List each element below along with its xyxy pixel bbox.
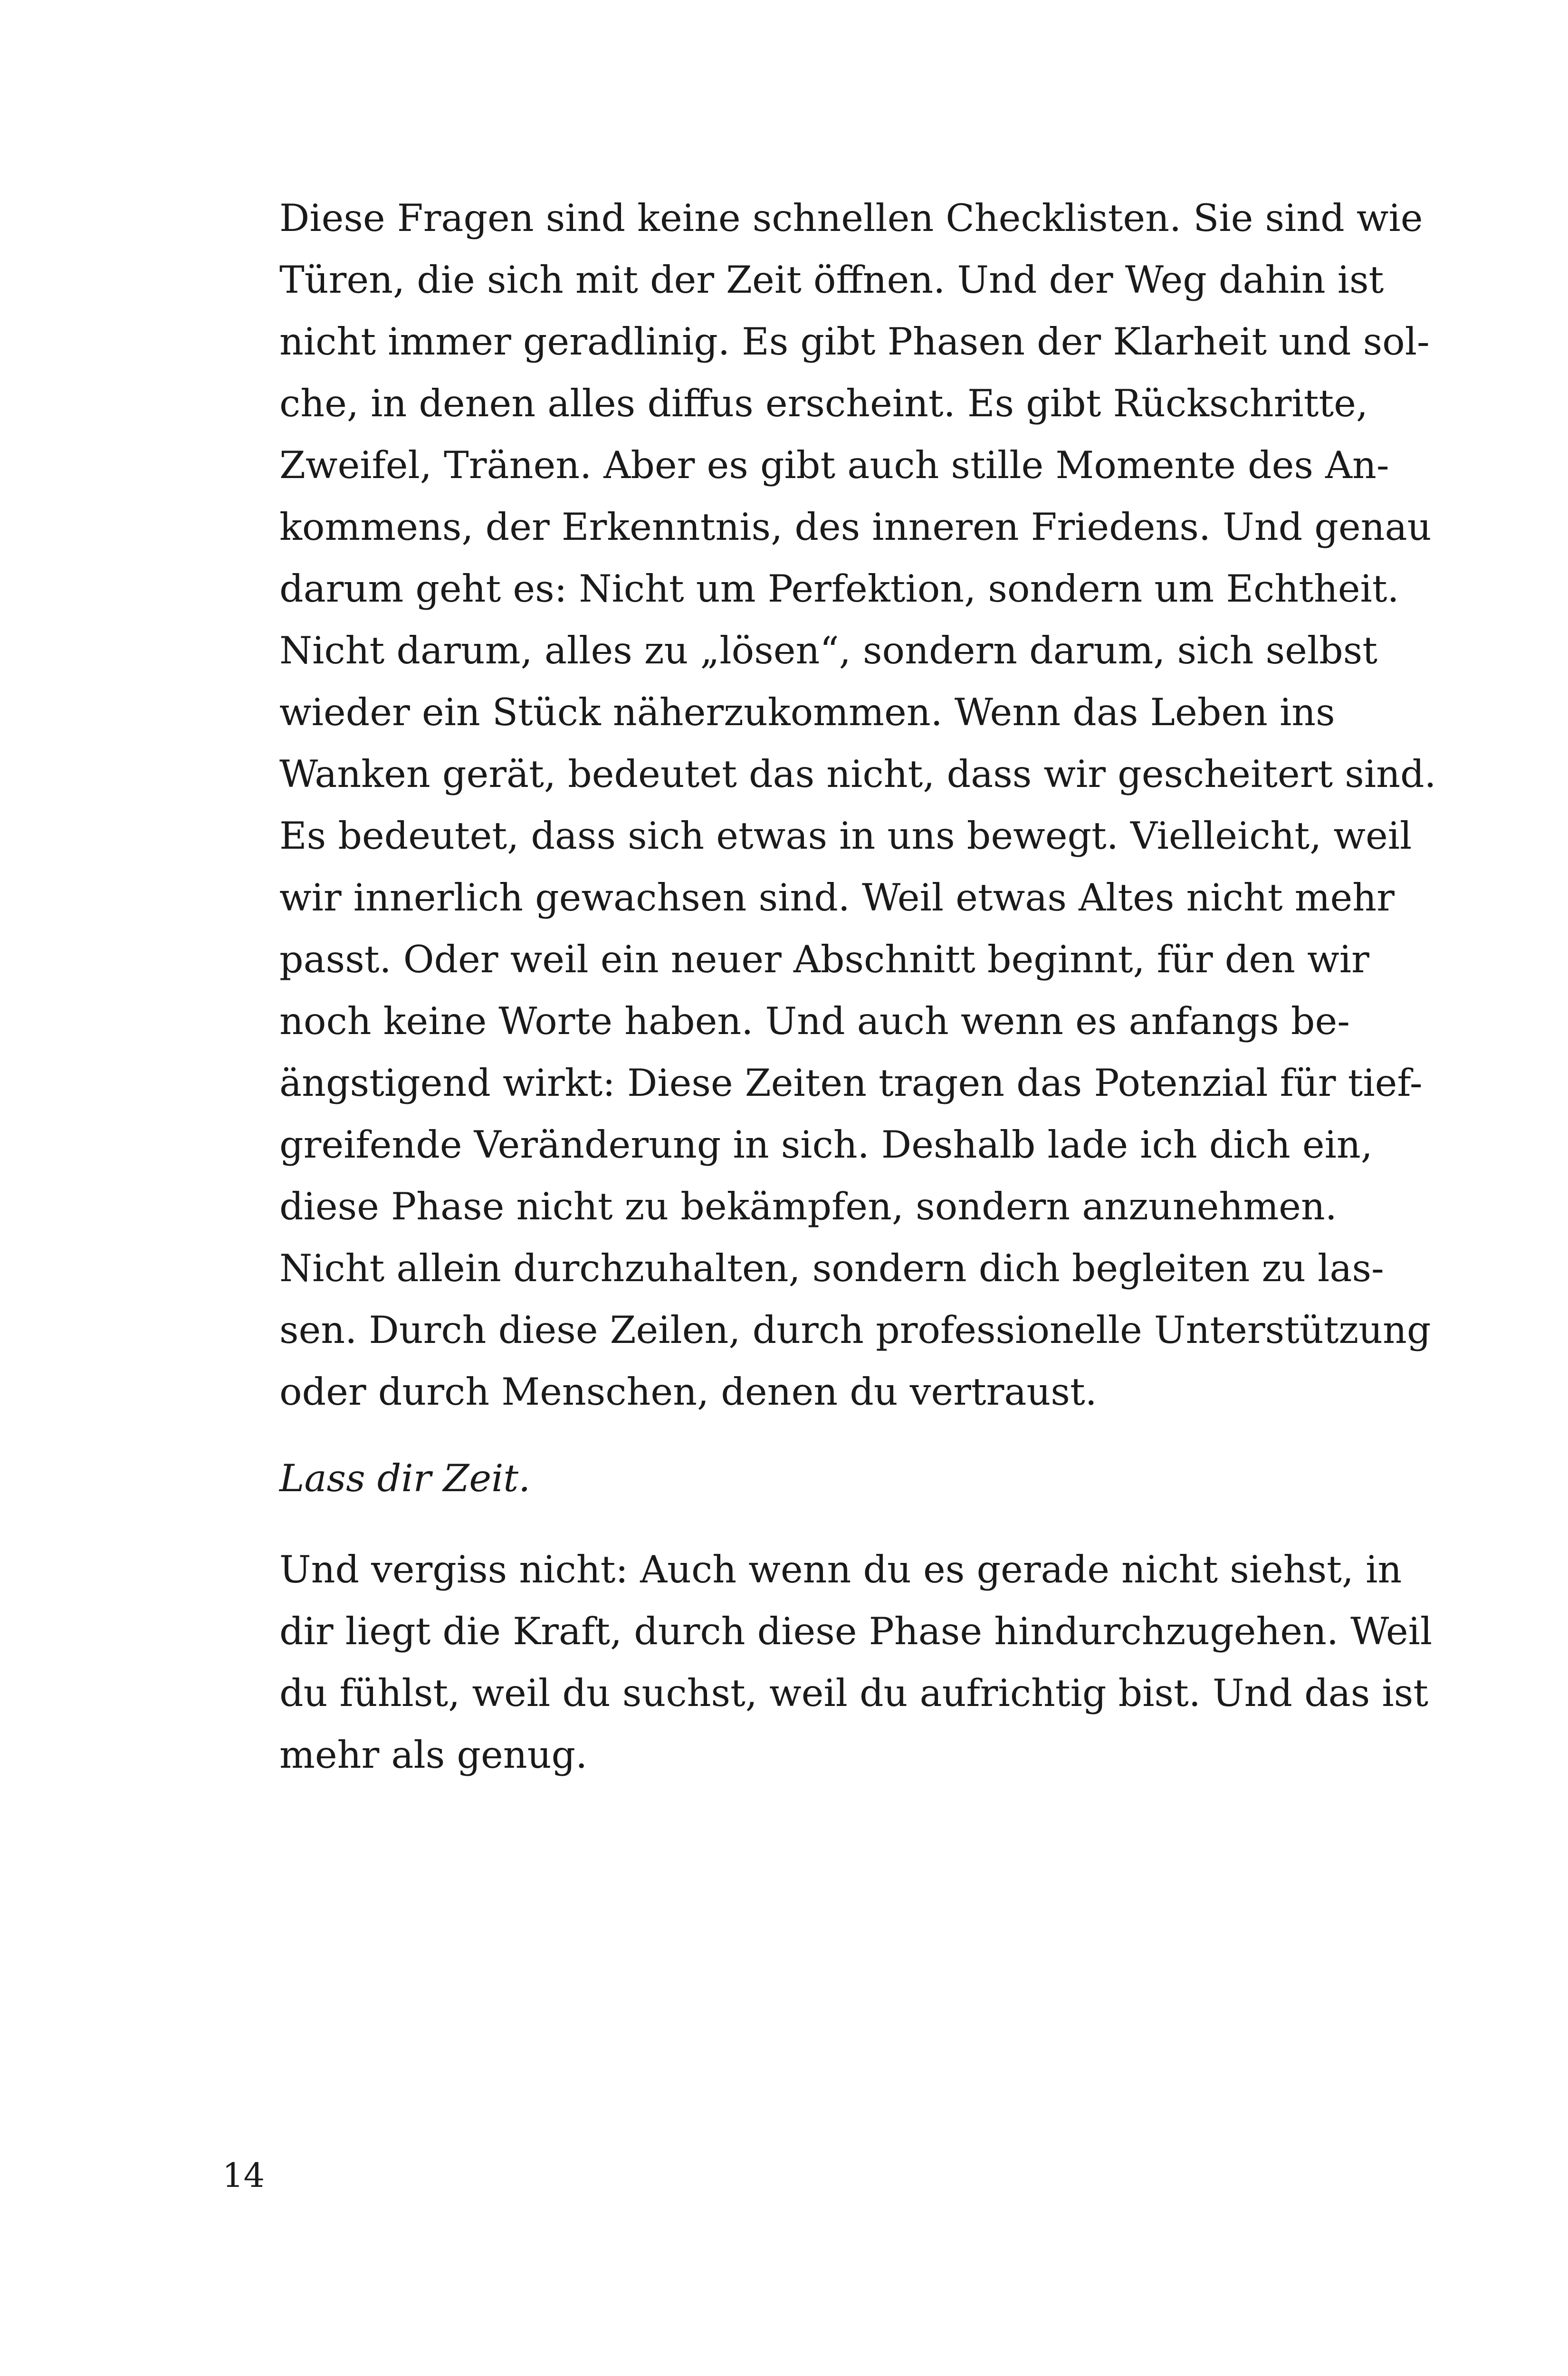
text-line: passt. Oder weil ein neuer Abschnitt beginnt, für den wir: [279, 938, 1369, 981]
body-paragraph: [279, 1539, 1433, 1786]
page-number: 14: [222, 2156, 265, 2195]
text-line: diese Phase nicht zu bekämpfen, sondern anzunehmen.: [279, 1185, 1337, 1228]
text-line: che, in denen alles diffus erscheint. Es gibt Rückschritte,: [279, 382, 1368, 425]
text-line: Nicht allein durchzuhalten, sondern dich begleiten zu las-: [279, 1246, 1384, 1290]
text-line: greifende Veränderung in sich. Deshalb lade ich dich ein,: [279, 1123, 1373, 1167]
italic-line: Lass dir Zeit.: [279, 1456, 531, 1500]
text-line: kommens, der Erkenntnis, des inneren Friedens. Und genau: [279, 505, 1432, 549]
text-line: Und vergiss nicht: Auch wenn du es gerade nicht siehst, in: [279, 1548, 1402, 1591]
text-line: Es bedeutet, dass sich etwas in uns bewegt. Vielleicht, weil: [279, 814, 1412, 858]
text-line: Türen, die sich mit der Zeit öffnen. Und der Weg dahin ist: [279, 258, 1384, 302]
text-line: oder durch Menschen, denen du vertraust.: [279, 1370, 1097, 1414]
text-line: darum geht es: Nicht um Perfektion, sondern um Echtheit.: [279, 567, 1399, 611]
text-line: Wanken gerät, bedeutet das nicht, dass wir gescheitert sind.: [279, 752, 1436, 796]
body-paragraph: [279, 187, 1436, 1423]
text-line: noch keine Worte haben. Und auch wenn es anfangs be-: [279, 999, 1350, 1043]
text-line: dir liegt die Kraft, durch diese Phase hindurchzugehen. Weil: [279, 1610, 1433, 1653]
text-line: ängstigend wirkt: Diese Zeiten tragen das Potenzial für tief-: [279, 1061, 1423, 1105]
text-line: Diese Fragen sind keine schnellen Checklisten. Sie sind wie: [279, 196, 1423, 240]
text-line: wir innerlich gewachsen sind. Weil etwas Altes nicht mehr: [279, 876, 1395, 920]
italic-paragraph: [279, 1447, 1311, 1509]
text-line: Zweifel, Tränen. Aber es gibt auch stille Momente des An-: [279, 443, 1389, 487]
text-line: Nicht darum, alles zu „lösen“, sondern darum, sich selbst: [279, 629, 1377, 672]
text-line: mehr als genug.: [279, 1733, 588, 1777]
text-line: nicht immer geradlinig. Es gibt Phasen der Klarheit und sol-: [279, 320, 1430, 364]
text-line: sen. Durch diese Zeilen, durch professionelle Unterstützung: [279, 1308, 1431, 1352]
text-line: wieder ein Stück näherzukommen. Wenn das Leben ins: [279, 690, 1335, 734]
text-line: du fühlst, weil du suchst, weil du aufrichtig bist. Und das ist: [279, 1671, 1428, 1715]
